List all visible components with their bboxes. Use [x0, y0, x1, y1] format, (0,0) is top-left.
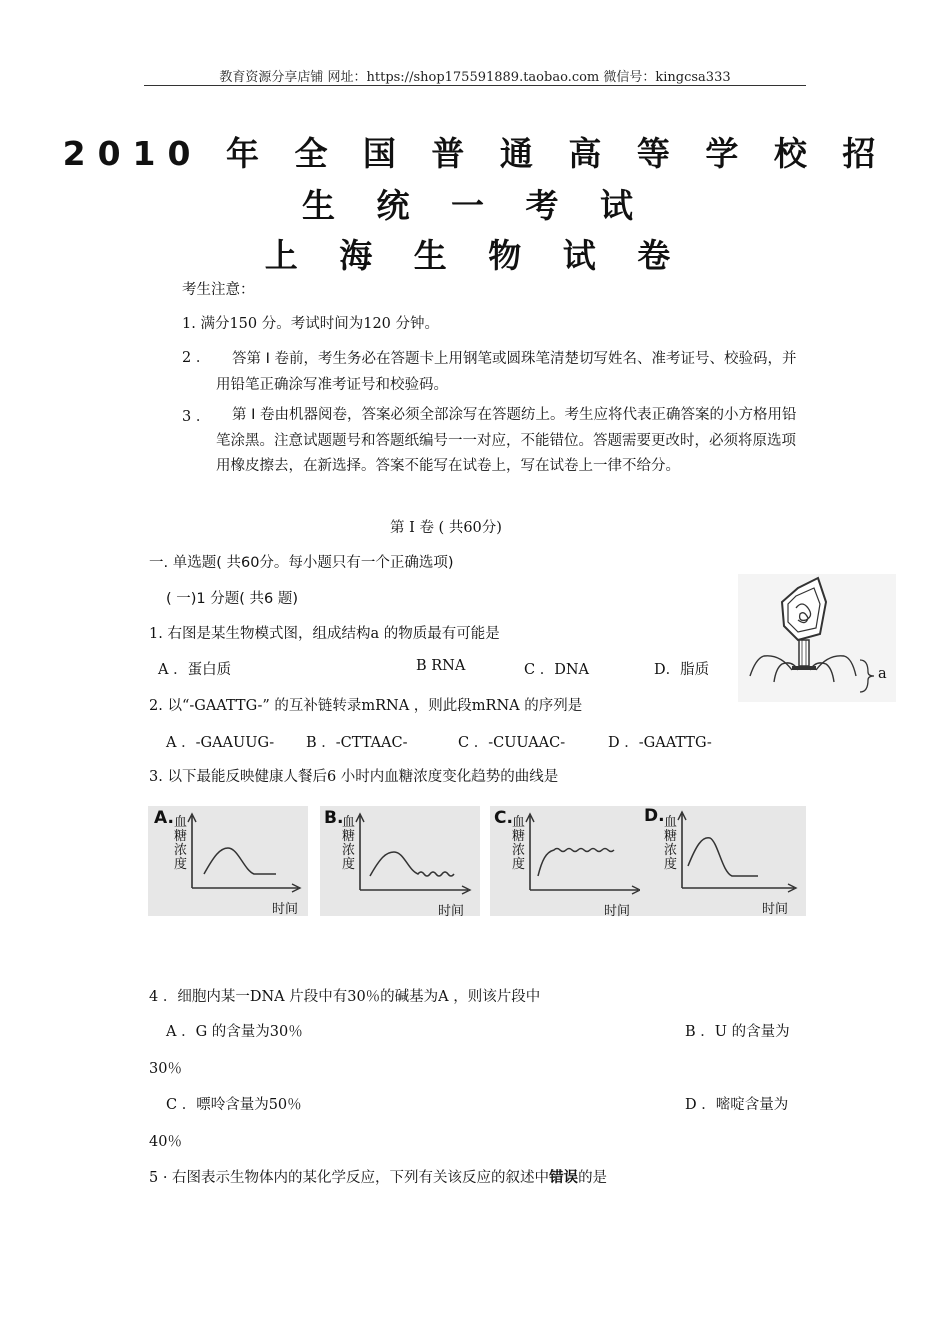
q3-graph-a-ylabel: 血 糖 浓 度 [174, 815, 188, 872]
q3-graph-c-plot [490, 806, 650, 916]
q3-graph-a [148, 806, 308, 916]
q3-graph-b-letter: B. [324, 808, 344, 828]
exam-title-line2: 生 统 一 考 试 [302, 186, 648, 225]
q3-graph-b-xlabel: 时间 [438, 904, 465, 919]
q3-graph-a-letter: A. [154, 808, 174, 828]
notice-item-2-text: 答第 Ⅰ 卷前，考生务必在答题卡上用钢笔或圆珠笔清楚切写姓名、准考证号、校验码，并用铅笔正确涂写准考证号和校验码。 [216, 351, 797, 393]
notice-item-1: 1. 满分150 分。考试时间为120 分钟。 [182, 316, 440, 332]
q5-stem [149, 1166, 607, 1187]
q2-stem: 2. 以“-GAATTG-” 的互补链转录mRNA ，则此段mRNA 的序列是 [149, 698, 583, 714]
q1-stem: 1. 右图是某生物模式图，组成结构a 的物质最有可能是 [149, 626, 500, 642]
exam-title-line3: 上 海 生 物 试 卷 [264, 236, 686, 275]
q3-graph-d [640, 806, 806, 916]
q5-stem-emphasis: 错误 [549, 1170, 579, 1186]
q4-option-b-continued: 30％ [149, 1061, 182, 1077]
q2-option-b: B ．-CTTAAC- [306, 735, 408, 751]
q1-option-b: B RNA [416, 658, 466, 674]
q3-graph-c-ylabel: 血 糖 浓 度 [512, 815, 526, 872]
q3-graph-d-ylabel: 血 糖 浓 度 [664, 815, 678, 872]
q1-option-a: A ．蛋白质 [158, 662, 232, 678]
exam-title-line1: 2010 年 全 国 普 通 高 等 学 校 招 [62, 134, 888, 173]
q4-option-c: C ．嘌呤含量为50％ [166, 1097, 302, 1113]
virus-figure [738, 574, 896, 702]
part-title: 第 Ⅰ 卷 ( 共60分) [390, 520, 502, 536]
q3-graph-c [490, 806, 650, 919]
q3-graph-a-plot [148, 806, 308, 916]
q3-graph-d-xlabel: 时间 [762, 902, 789, 917]
q2-option-c: C ．-CUUAAC- [458, 735, 566, 751]
q4-option-d: D ．嘧啶含量为 [685, 1097, 789, 1113]
q2-option-d: D ．-GAATTG- [608, 735, 712, 751]
section-heading: 一. 单选题( 共60分。每小题只有一个正确选项) [149, 555, 454, 571]
q5-stem-text: 5 · 右图表示生物体内的某化学反应，下列有关该反应的叙述中 [149, 1170, 550, 1186]
q4-option-d-continued: 40％ [149, 1134, 182, 1150]
q3-graph-c-xlabel: 时间 [604, 904, 631, 919]
q3-graph-b [320, 806, 480, 919]
notice-item-3-number: 3 ． [182, 409, 211, 425]
q1-option-c: C ．DNA [524, 662, 589, 678]
q1-option-d: D．脂质 [654, 662, 710, 678]
q4-stem: 4 ．细胞内某一DNA 片段中有30％的碱基为A ，则该片段中 [149, 989, 541, 1005]
q5-stem-end: 的是 [578, 1170, 608, 1186]
q3-graph-b-plot [320, 806, 480, 916]
q3-graph-d-plot [640, 806, 806, 916]
q3-stem: 3. 以下最能反映健康人餐后6 小时内血糖浓度变化趋势的曲线是 [149, 769, 559, 785]
q4-option-a: A ．G 的含量为30％ [166, 1024, 303, 1040]
notice-item-3-text: 第 Ⅰ 卷由机器阅卷，答案必须全部涂写在答题纺上。考生应将代表正确答案的小方格用铅笔涂黑。注意试题题号和答题纸编号一一对应，不能错位。答题需要更改时，必须将原选项用橡皮擦去，在新选择。答案不能写在试卷上，写在试卷上一律不给分。 [216, 407, 797, 474]
q3-graph-a-xlabel: 时间 [272, 902, 299, 917]
header-rule [144, 85, 806, 86]
virus-figure-label-a: a [878, 666, 887, 682]
notice-heading: 考生注意： [182, 282, 255, 298]
q2-option-a: A ．-GAAUUG- [166, 735, 275, 751]
page-header: 教育资源分享店铺 网址：https://shop175591889.taobao.com 微信号：kingcsa333 [219, 70, 731, 85]
q3-graph-d-letter: D. [644, 806, 665, 826]
q3-graph-c-letter: C. [494, 808, 513, 828]
q4-option-b: B ．U 的含量为 [685, 1024, 790, 1040]
q3-graph-b-ylabel: 血 糖 浓 度 [342, 815, 356, 872]
subsection-heading: ( 一)1 分题( 共6 题) [166, 591, 299, 607]
notice-item-2-number: 2 ． [182, 350, 211, 366]
